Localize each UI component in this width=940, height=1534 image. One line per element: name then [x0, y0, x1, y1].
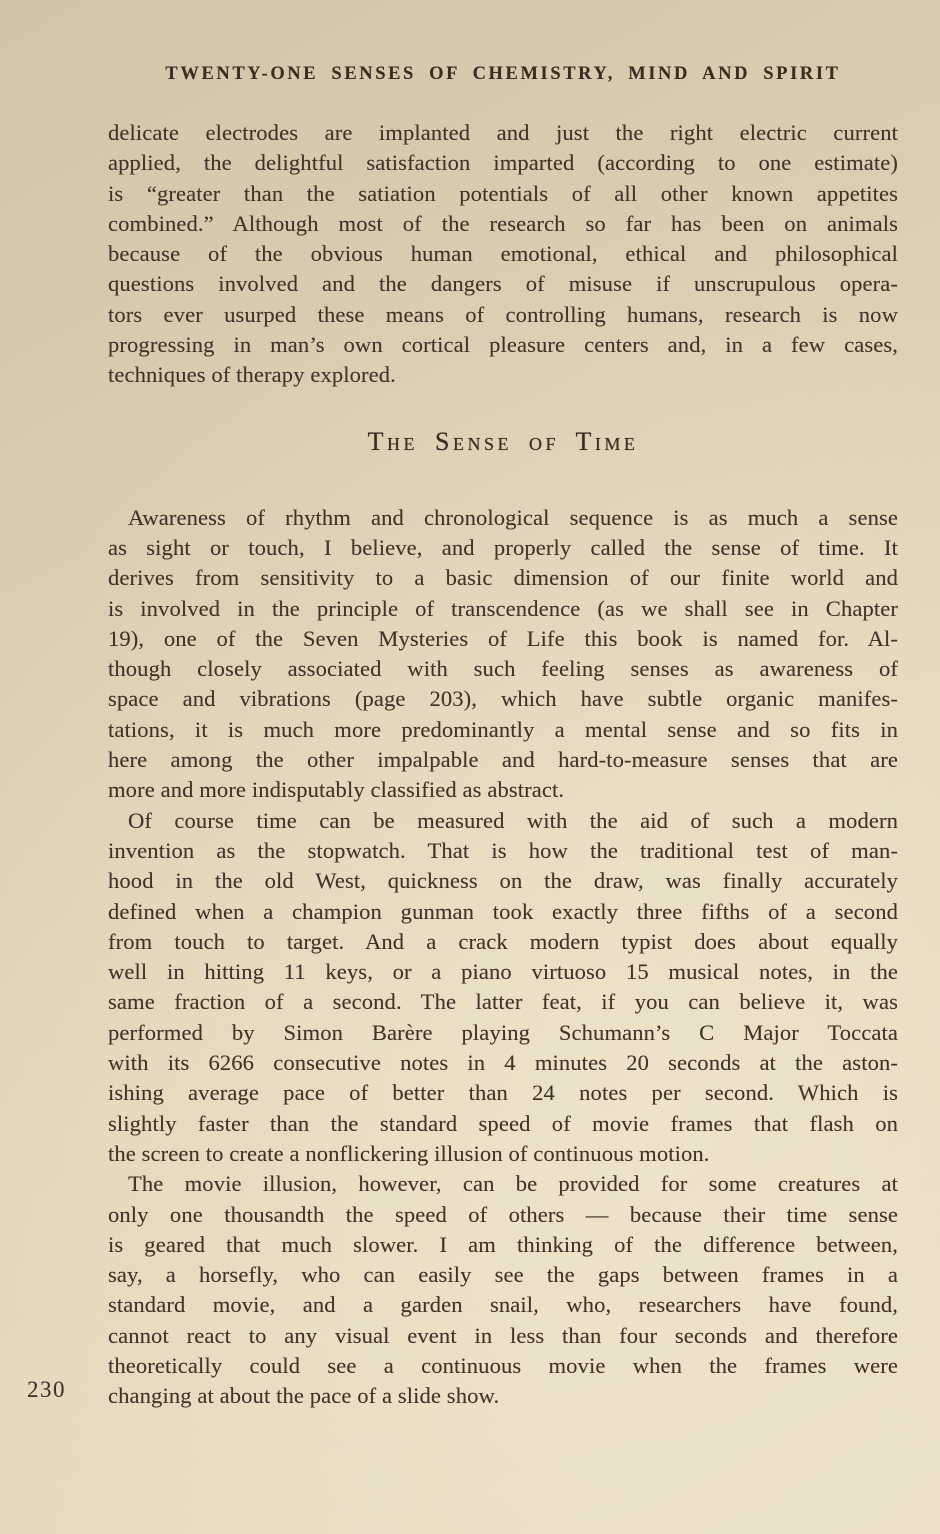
paragraph — [108, 806, 898, 1170]
body-text — [108, 118, 898, 1412]
text-line: derives from sensitivity to a basic dimension of our finite world and — [108, 565, 898, 591]
page-number: 230 — [27, 1377, 66, 1402]
text-line: is geared that much slower. I am thinking of the difference between, — [108, 1231, 898, 1257]
text-line: progressing in man’s own cortical pleasure centers and, in a few cases, — [108, 332, 898, 358]
text-line: space and vibrations (page 203), which have subtle organic manifes- — [108, 686, 898, 712]
paragraph — [108, 1169, 898, 1411]
text-line: 19), one of the Seven Mysteries of Life this book is named for. Al- — [108, 625, 898, 651]
text-line: here among the other impalpable and hard-to-measure senses that are — [108, 747, 898, 773]
text-line: is “greater than the satiation potentials of all other known appetites — [108, 180, 898, 206]
text-line: combined.” Although most of the research so far has been on animals — [108, 210, 898, 236]
text-line: from touch to target. And a crack modern typist does about equally — [108, 928, 898, 954]
text-line: delicate electrodes are implanted and just the right electric current — [108, 120, 898, 145]
text-line: same fraction of a second. The latter feat, if you can believe it, was — [108, 989, 898, 1015]
text-line: tations, it is much more predominantly a mental sense and so fits in — [108, 716, 898, 742]
text-line: hood in the old West, quickness on the draw, was finally accurately — [108, 868, 898, 894]
text-line: only one thousandth the speed of others — because their time sense — [108, 1201, 898, 1227]
text-line: defined when a champion gunman took exactly three fifths of a second — [108, 898, 898, 924]
text-line: though closely associated with such feeling senses as awareness of — [108, 656, 898, 682]
text-line: theoretically could see a continuous movie when the frames were — [108, 1352, 898, 1378]
text-line: as sight or touch, I believe, and properly called the sense of time. It — [108, 534, 898, 560]
text-line: changing at about the pace of a slide show. — [108, 1383, 500, 1409]
text-line: standard movie, and a garden snail, who, researchers have found, — [108, 1292, 898, 1318]
text-line: techniques of therapy explored. — [108, 362, 396, 388]
text-line: the screen to create a nonflickering illusion of continuous motion. — [108, 1140, 710, 1166]
text-line: well in hitting 11 keys, or a piano virtuoso 15 musical notes, in the — [108, 959, 898, 985]
text-line: Of course time can be measured with the aid of such a modern — [128, 807, 898, 833]
paragraph — [108, 503, 898, 806]
text-line: Awareness of rhythm and chronological sequence is as much a sense — [128, 504, 898, 530]
text-line: tors ever usurped these means of controlling humans, research is now — [108, 301, 898, 327]
running-header: TWENTY-ONE SENSES OF CHEMISTRY, MIND AND SPIRIT — [165, 64, 841, 84]
text-line: The movie illusion, however, can be provided for some creatures at — [128, 1171, 898, 1197]
text-line: ishing average pace of better than 24 notes per second. Which is — [108, 1080, 898, 1106]
text-line: cannot react to any visual event in less than four seconds and therefore — [108, 1322, 898, 1348]
text-line: say, a horsefly, who can easily see the gaps between frames in a — [108, 1262, 898, 1288]
section-heading: The Sense of Time — [367, 426, 639, 456]
text-line: invention as the stopwatch. That is how the traditional test of man- — [108, 837, 898, 863]
text-line: questions involved and the dangers of misuse if unscrupulous opera- — [108, 271, 898, 297]
text-line: applied, the delightful satisfaction imparted (according to one estimate) — [108, 150, 898, 176]
text-line: slightly faster than the standard speed of movie frames that flash on — [108, 1110, 898, 1136]
text-line: more and more indisputably classified as abstract. — [108, 777, 565, 803]
paragraph — [108, 118, 898, 391]
text-line: is involved in the principle of transcendence (as we shall see in Chapter — [108, 595, 898, 621]
text-line: with its 6266 consecutive notes in 4 minutes 20 seconds at the aston- — [108, 1050, 898, 1076]
text-line: because of the obvious human emotional, ethical and philosophical — [108, 241, 898, 267]
text-line: performed by Simon Barère playing Schumann’s C Major Toccata — [108, 1019, 898, 1045]
